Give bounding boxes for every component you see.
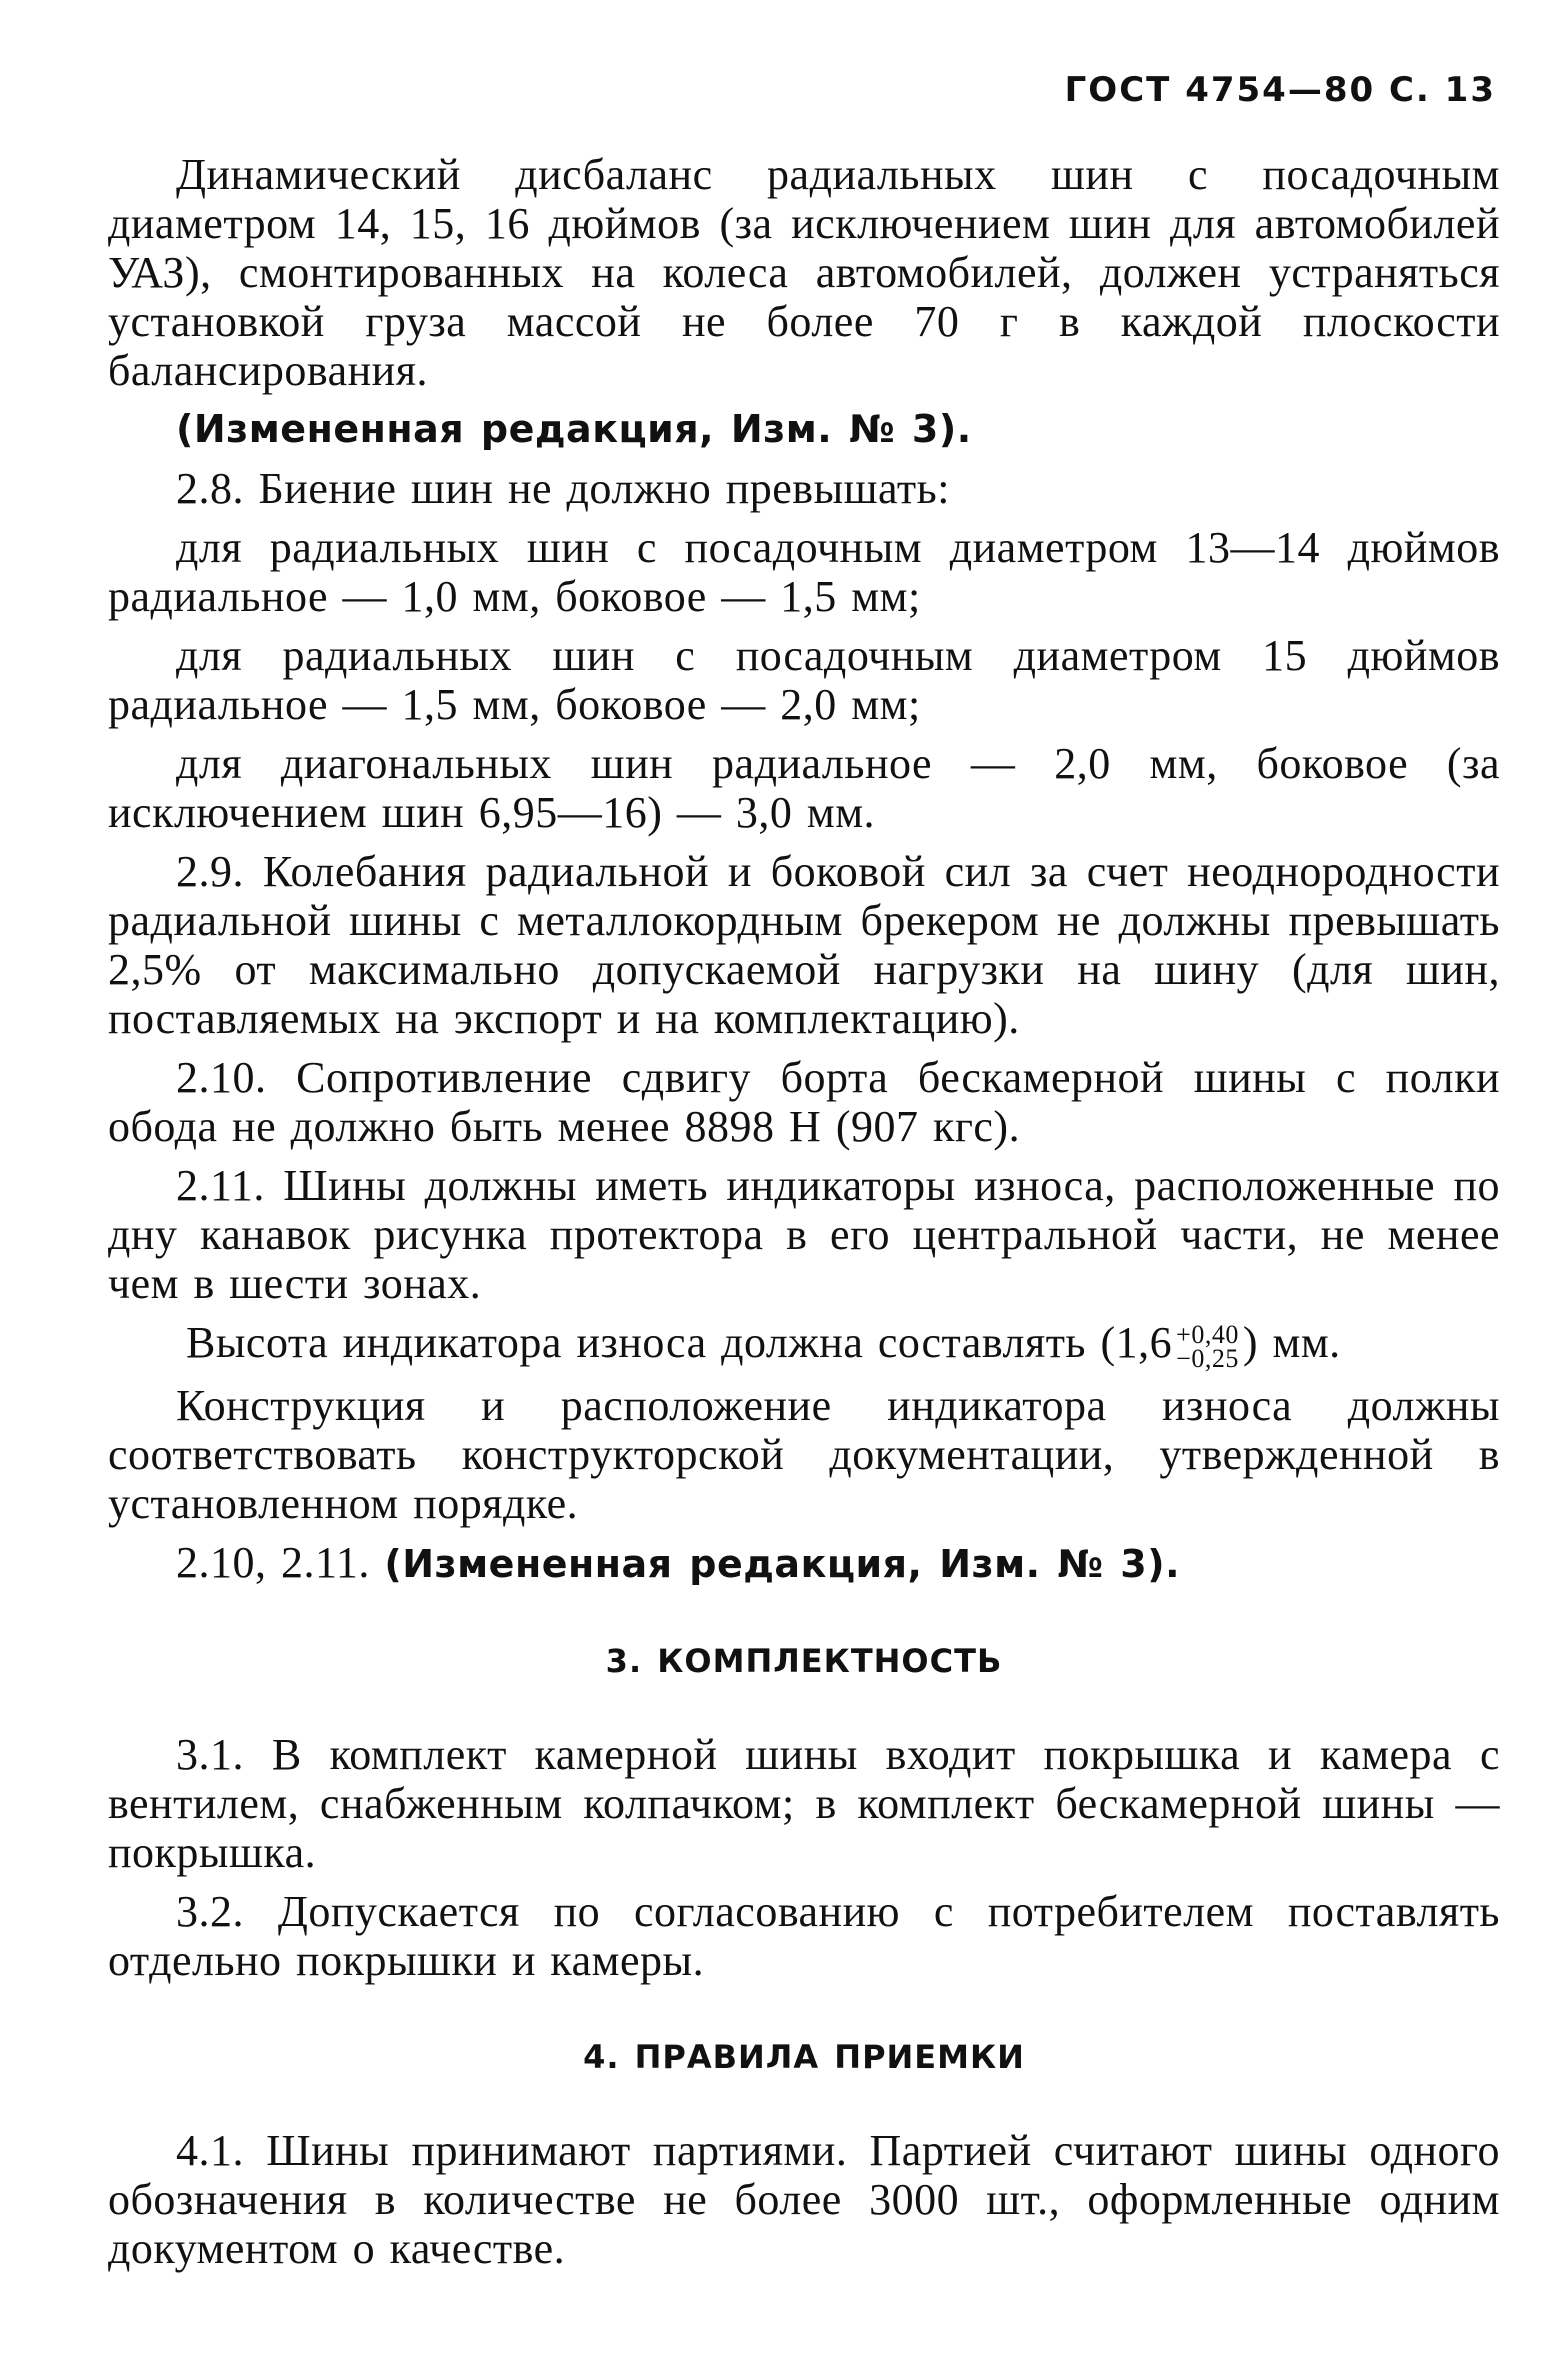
- clause-2-8-radial-13-14: для радиальных шин с посадочным диаметром 13—14 дюймов радиальное — 1,0 мм, боковое — 1,5 мм;: [108, 523, 1500, 621]
- clause-3-1: 3.1. В комплект камерной шины входит покрышка и камера с вентилем, снабженным колпачком; в комплект бескамерной шины — покрышка.: [108, 1729, 1500, 1877]
- section-3-title: 3. КОМПЛЕКТНОСТЬ: [605, 1641, 1003, 1680]
- page-header: ГОСТ 4754—80 С. 13: [1064, 70, 1496, 110]
- paragraph-dynamic-imbalance: Динамический дисбаланс радиальных шин с посадочным диаметром 14, 15, 16 дюймов (за исключением шин для автомобилей УАЗ), смонтированных на колеса автомобилей, должен устраняться установкой груза массой не более 70 г в каждой плоскости балансирования.: [108, 150, 1500, 395]
- amendment-note-2: [108, 1538, 1500, 1589]
- tolerance: [1176, 1319, 1239, 1373]
- tolerance-lower: −0,25: [1176, 1343, 1239, 1373]
- clause-2-11: 2.11. Шины должны иметь индикаторы износа, расположенные по дну канавок рисунка протектора в его центральной части, не менее чем в шести зонах.: [108, 1161, 1500, 1308]
- document-body: [108, 150, 1500, 2283]
- clause-4-1: 4.1. Шины принимают партиями. Партией считают шины одного обозначения в количестве не более 3000 шт., оформленные одним документом о качестве.: [108, 2125, 1500, 2273]
- indicator-height-text: Высота индикатора износа должна составлять (1,6: [186, 1318, 1173, 1367]
- clause-2-9: 2.9. Колебания радиальной и боковой сил за счет неоднородности радиальной шины с металлокордным брекером не должны превышать 2,5% от максимально допускаемой нагрузки на шину (для шин, поставляемых на экспорт и на комплектацию).: [108, 847, 1500, 1043]
- indicator-construction: Конструкция и расположение индикатора износа должны соответствовать конструкторской документации, утвержденной в установленном порядке.: [108, 1380, 1500, 1528]
- amendment-refs: 2.10, 2.11.: [176, 1537, 370, 1587]
- clause-3-2: 3.2. Допускается по согласованию с потребителем поставлять отдельно покрышки и камеры.: [108, 1886, 1500, 1985]
- indicator-height: [108, 1318, 1500, 1371]
- section-4-title: 4. ПРАВИЛА ПРИЕМКИ: [583, 2037, 1025, 2076]
- indicator-height-unit: ) мм.: [1242, 1318, 1341, 1367]
- amendment-text: (Измененная редакция, Изм. № 3).: [384, 1541, 1181, 1586]
- clause-2-8-diagonal: для диагональных шин радиальное — 2,0 мм, боковое (за исключением шин 6,95—16) — 3,0 мм.: [108, 739, 1500, 837]
- clause-2-8-radial-15: для радиальных шин с посадочным диаметром 15 дюймов радиальное — 1,5 мм, боковое — 2,0 мм;: [108, 631, 1500, 729]
- amendment-note: (Измененная редакция, Изм. № 3).: [176, 407, 972, 451]
- clause-2-10: 2.10. Сопротивление сдвигу борта бескамерной шины с полки обода не должно быть менее 8898 Н (907 кгс).: [108, 1053, 1500, 1151]
- clause-2-8: 2.8. Биение шин не должно превышать:: [176, 464, 950, 513]
- tolerance-upper: +0,40: [1176, 1319, 1239, 1349]
